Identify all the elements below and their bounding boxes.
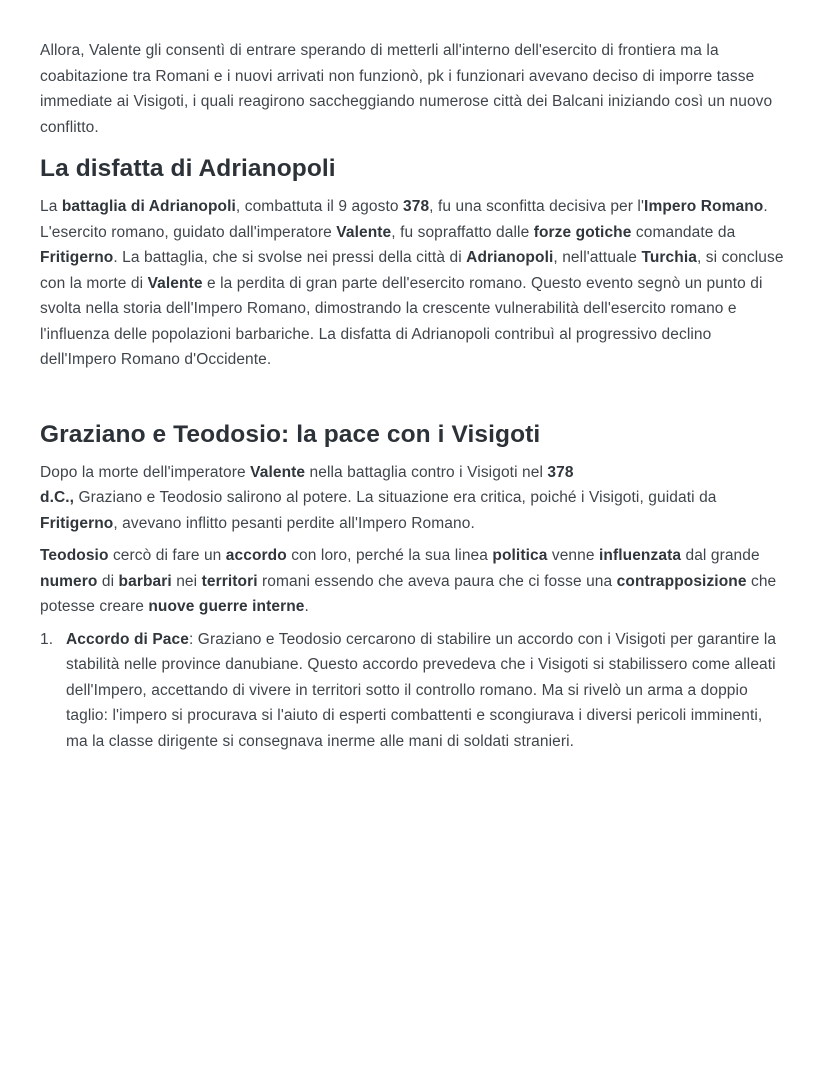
accordo-numbered-list xyxy=(40,627,788,755)
heading-graziano-teodosio: Graziano e Teodosio: la pace con i Visigoti xyxy=(40,420,541,448)
list-item-number: 1. xyxy=(40,630,54,648)
list-item-accordo-di-pace xyxy=(40,627,788,755)
list-item-text: Accordo di Pace: Graziano e Teodosio cercarono di stabilire un accordo con i Visigoti per garantire la stabilità nelle province danubiane. Questo accordo prevedeva che i Visigoti si stabilissero come alleati dell'Impero, accettando di vivere in territori sotto il controllo romano. Ma si rivelò un arma a doppio taglio: l'impero si procurava si l'aiuto di esperti combattenti e scongiurava i diversi pericoli imminenti, ma la classe dirigente si consegnava inerme alle mani di soldati stranieri. xyxy=(66,630,777,750)
intro-paragraph: Allora, Valente gli consentì di entrare sperando di metterli all'interno dell'esercito di frontiera ma la coabitazione tra Romani e i nuovi arrivati non funzionò, pk i funzionari avevano deciso di imporre tasse immediate ai Visigoti, i quali reagirono saccheggiando numerose città dei Balcani iniziando così un nuovo conflitto. xyxy=(40,42,773,136)
adrianopoli-paragraph: La battaglia di Adrianopoli, combattuta il 9 agosto 378, fu una sconfitta decisiva per l'Impero Romano. L'esercito romano, guidato dall'imperatore Valente, fu sopraffatto dalle forze gotiche comandate da Fritigerno. La battaglia, che si svolse nei pressi della città di Adrianopoli, nell'attuale Turchia, si concluse con la morte di Valente e la perdita di gran parte dell'esercito romano. Questo evento segnò un punto di svolta nella storia dell'Impero Romano, dimostrando la crescente vulnerabilità dell'esercito romano e l'influenza delle popolazioni barbariche. La disfatta di Adrianopoli contribuì al progressivo declino dell'Impero Romano d'Occidente. xyxy=(40,198,784,368)
heading-disfatta-adrianopoli: La disfatta di Adrianopoli xyxy=(40,155,336,182)
graziano-paragraph-1: Dopo la morte dell'imperatore Valente nella battaglia contro i Visigoti nel 378 d.C., Graziano e Teodosio salirono al potere. La situazione era critica, poiché i Visigoti, guidati da Fritigerno, avevano inflitto pesanti perdite all'Impero Romano. xyxy=(40,463,717,532)
graziano-paragraph-2: Teodosio cercò di fare un accordo con loro, perché la sua linea politica venne influenzata dal grande numero di barbari nei territori romani essendo che aveva paura che ci fosse una contrapposizione che potesse creare nuove guerre interne. xyxy=(40,547,777,615)
